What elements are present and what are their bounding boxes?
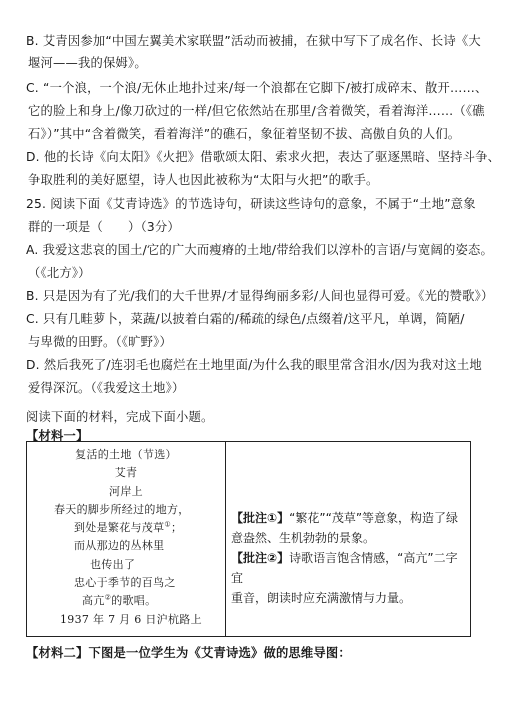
- poem-title: 复活的土地（节选）: [75, 448, 177, 461]
- question-25-line-1: 25. 阅读下面《艾青诗选》的节选诗句，研读这些诗句的意象，不属于“土地”意象: [26, 197, 476, 211]
- footnote-marker-1: ①: [164, 520, 171, 529]
- answer-b: B. 只是因为有了光/我们的大千世界/才显得绚丽多彩/人间也显得可爱。《光的赞歌》）: [26, 289, 494, 303]
- question-25-line-2: 群的一项是（ ）（3分）: [28, 220, 180, 234]
- option-b-line-2: 堰河——我的保姆》。: [28, 56, 147, 70]
- answer-a-line-1: A. 我爱这悲哀的国土/它的广大而瘦瘠的土地/带给我们以淳朴的言语/与宽阔的姿态。: [26, 243, 494, 257]
- poem-line-7: 高亢②的歌唱。: [82, 593, 157, 608]
- annotation-2-cont: 重音，朗读时应充满激情与力量。: [231, 591, 412, 605]
- option-b-line-1: B. 艾青因参加“中国左翼美术家联盟”活动而被捕，在狱中写下了成名作、长诗《大: [26, 34, 481, 48]
- poem-excerpt: [27, 446, 225, 629]
- material-one-table: [26, 441, 471, 637]
- reading-instruction: 阅读下面的材料，完成下面小题。: [26, 410, 214, 424]
- poem-line-6: 忠心于季节的百鸟之: [74, 576, 176, 590]
- option-c-line-2: 它的脸上和身上/像刀砍过的一样/但它依然站在那里/含着微笑，看着海洋……（《礁: [28, 104, 485, 118]
- poem-line-2: 春天的脚步所经过的地方，: [54, 502, 190, 516]
- material-two-label: 【材料二】下图是一位学生为《艾青诗选》做的思维导图：: [26, 646, 351, 660]
- annotation-2: 【批注②】诗歌语言饱含情感，“高亢”二字宜: [231, 551, 458, 585]
- annotations: [231, 508, 467, 608]
- poem-line-3: 到处是繁花与茂草①；: [74, 520, 183, 535]
- poem-date: 1937 年 7 月 6 日沪杭路上: [60, 612, 202, 626]
- option-d-line-1: D. 他的长诗《向太阳》《火把》借歌颂太阳、索求火把，表达了驱逐黑暗、坚持斗争、: [26, 150, 501, 164]
- material-one-label: 【材料一】: [26, 429, 89, 443]
- answer-c-line-2: 与卑微的田野。（《旷野》）: [28, 335, 173, 349]
- table-divider: [225, 442, 226, 636]
- footnote-marker-2: ②: [104, 593, 112, 602]
- annotation-1-cont: 意盎然、生机勃勃的景象。: [231, 531, 376, 545]
- poem-line-4: 而从那边的丛林里: [74, 539, 165, 553]
- poem-line-5: 也传出了: [90, 557, 136, 571]
- annotation-1: 【批注①】“繁花”“茂草”等意象，构造了绿: [231, 511, 459, 525]
- poem-line-1: 河岸上: [109, 484, 143, 498]
- answer-a-line-2: （《北方》）: [28, 266, 91, 280]
- option-c-line-1: C. “一个浪，一个浪/无休止地扑过来/每一个浪都在它脚下/被打成碎末、散开……、: [26, 81, 488, 95]
- answer-c-line-1: C. 只有几畦萝卜，菜蔬/以披着白霜的/稀疏的绿色/点缀着/这平凡，单调，简陋/: [26, 312, 465, 326]
- poem-author: 艾青: [114, 466, 138, 480]
- answer-d-line-2: 爱得深沉。（《我爱这土地》）: [28, 381, 185, 395]
- option-c-line-3: 石》）”其中“含着微笑，看着海洋”的礁石，象征着坚韧不拔、高傲自负的人们。: [28, 127, 461, 141]
- answer-d-line-1: D. 然后我死了/连羽毛也腐烂在土地里面/为什么我的眼里常含泪水/因为我对这土地: [26, 358, 482, 372]
- option-d-line-2: 争取胜利的美好愿望，诗人也因此被称为“太阳与火把”的歌手。: [28, 173, 379, 187]
